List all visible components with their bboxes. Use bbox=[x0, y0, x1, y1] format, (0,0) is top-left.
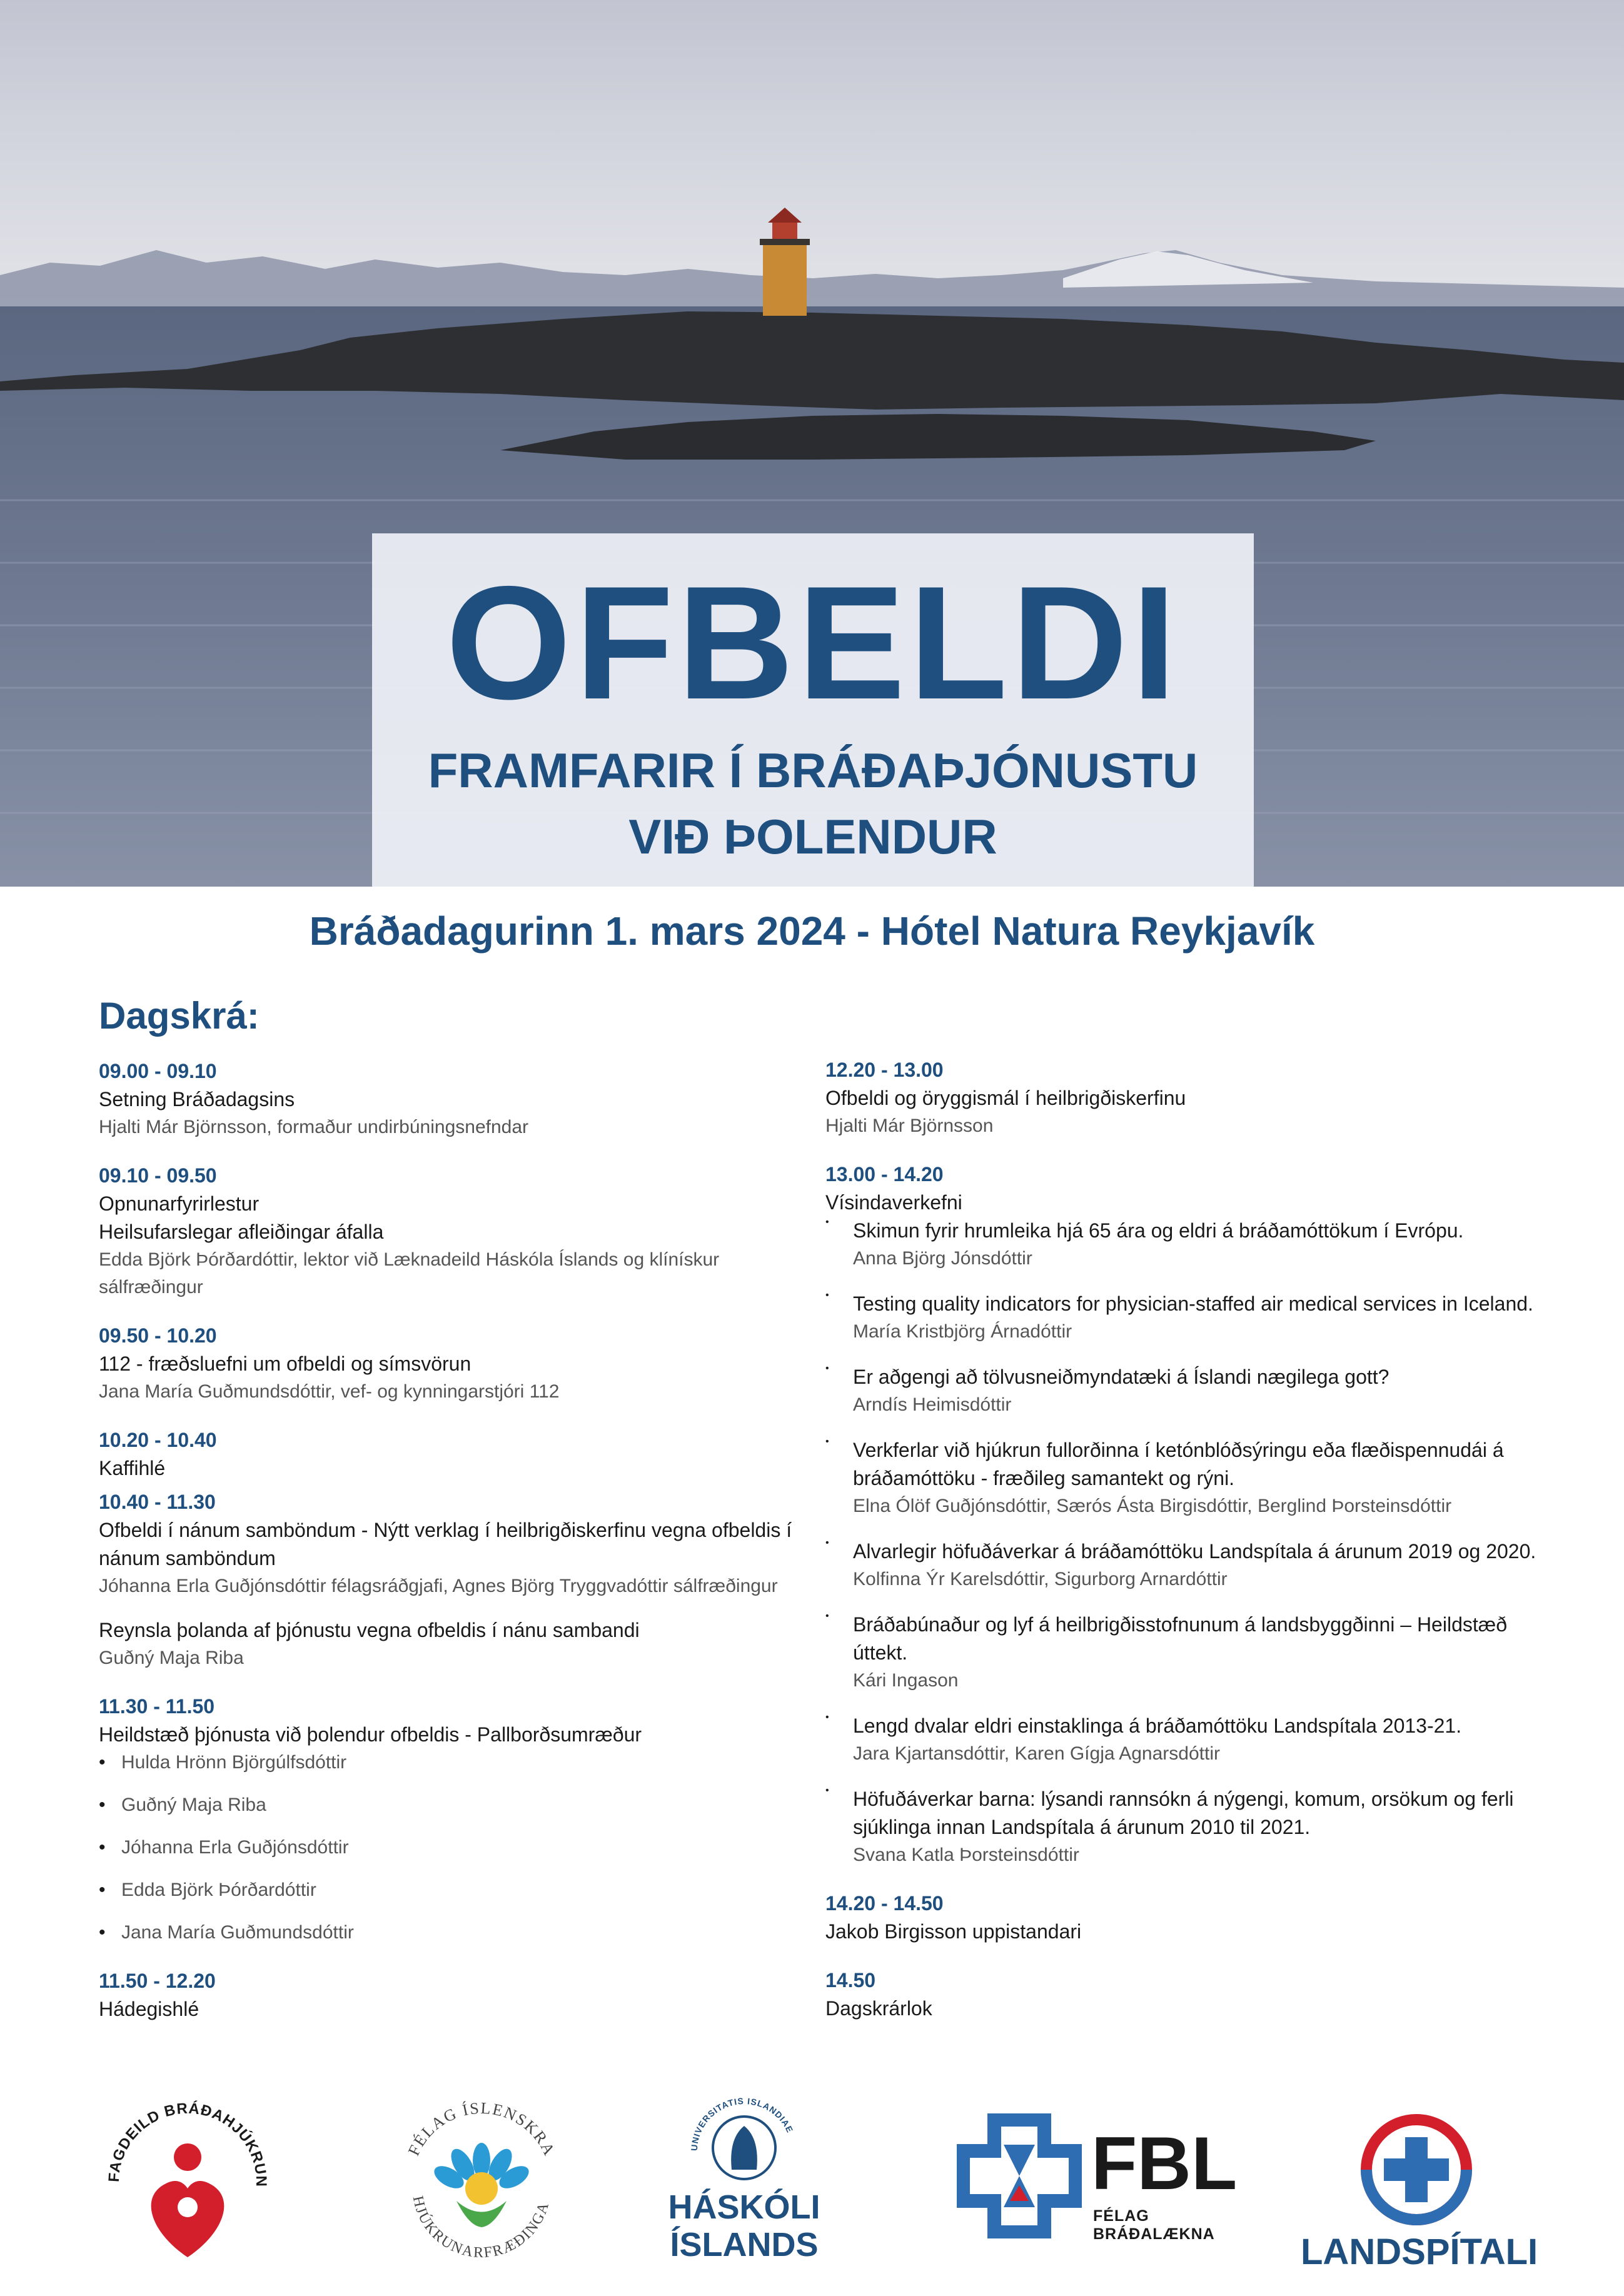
panel-list bbox=[99, 1749, 812, 1946]
fagdeild-text: FAGDEILD BRÁÐAHJÚKRUN bbox=[105, 2100, 270, 2188]
agenda-time: 10.20 - 10.40 bbox=[99, 1429, 217, 1451]
agenda-item bbox=[99, 1321, 812, 1406]
agenda-title: Kaffihlé bbox=[99, 1457, 166, 1479]
topic-title: • Höfuðáverkar barna: lýsandi rannsókn á nýgengi, komum, orsökum og ferli sjúklinga innan Landspítala á árunum 2010 til 2021. bbox=[853, 1788, 1514, 1838]
agenda-time: 14.20 - 14.50 bbox=[825, 1892, 944, 1915]
agenda-speaker: Jóhanna Erla Guðjónsdóttir félagsráðgjafi, Agnes Björg Tryggvadóttir sálfræðingur bbox=[99, 1576, 778, 1596]
agenda-title: Ofbeldi og öryggismál í heilbrigðiskerfinu bbox=[825, 1087, 1186, 1109]
topic-title: • Lengd dvalar eldri einstaklinga á bráðamóttöku Landspítala 2013-21. bbox=[853, 1714, 1462, 1737]
agenda-title: Ofbeldi í nánum samböndum - Nýtt verklag í heilbrigðiskerfinu vegna ofbeldis í nánum samböndum bbox=[99, 1519, 792, 1569]
fbl-full-name: FÉLAG BRÁÐALÆKNA bbox=[1093, 2207, 1215, 2243]
list-item: • Guðný Maja Riba bbox=[99, 1791, 812, 1819]
agenda-item bbox=[99, 1057, 812, 1141]
agenda-speaker: Hjalti Már Björnsson bbox=[825, 1115, 994, 1136]
agenda-time: 09.10 - 09.50 bbox=[99, 1164, 217, 1187]
list-item bbox=[825, 1363, 1538, 1419]
agenda-title: 112 - fræðsluefni um ofbeldi og símsvörun bbox=[99, 1352, 472, 1375]
fbl-logo bbox=[957, 2113, 1257, 2251]
hi-name-line1: HÁSKÓLI bbox=[668, 2188, 820, 2226]
list-item bbox=[825, 1290, 1538, 1346]
agenda-left-column bbox=[99, 1057, 812, 2043]
topic-title: • Alvarlegir höfuðáverkar á bráðamóttöku Landspítala á árunum 2019 og 2020. bbox=[853, 1540, 1536, 1563]
fih-logo bbox=[388, 2088, 575, 2276]
list-item: • Jana María Guðmundsdóttir bbox=[99, 1919, 812, 1946]
topic-speaker: María Kristbjörg Árnadóttir bbox=[853, 1321, 1072, 1342]
landspitali-name: LANDSPÍTALI bbox=[1301, 2232, 1538, 2272]
agenda-heading: Dagskrá: bbox=[99, 995, 260, 1037]
agenda-time: 14.50 bbox=[825, 1969, 876, 1991]
title-box bbox=[372, 533, 1254, 887]
agenda-item bbox=[99, 1966, 812, 2023]
fbl-hourglass-cross-icon bbox=[957, 2113, 1082, 2238]
agenda-item bbox=[825, 1055, 1538, 1140]
topic-speaker: Kolfinna Ýr Karelsdóttir, Sigurborg Arnardóttir bbox=[853, 1569, 1228, 1589]
subtitle-line-1: FRAMFARIR Í BRÁÐAÞJÓNUSTU bbox=[428, 743, 1198, 798]
agenda-item bbox=[825, 1160, 1538, 1869]
topic-speaker: Elna Ólöf Guðjónsdóttir, Særós Ásta Birgisdóttir, Berglind Þorsteinsdóttir bbox=[853, 1496, 1452, 1516]
fih-text-top: FÉLAG ÍSLENSKRA bbox=[404, 2098, 559, 2159]
agenda-speaker: Jana María Guðmundsdóttir, vef- og kynningarstjóri 112 bbox=[99, 1381, 560, 1402]
list-item: • Jóhanna Erla Guðjónsdóttir bbox=[99, 1834, 812, 1861]
svg-text:FAGDEILD BRÁÐAHJÚKRUNARFRÆÐING bbox=[94, 2088, 270, 2187]
topic-title: • Skimun fyrir hrumleika hjá 65 ára og eldri á bráðamóttökum í Evrópu. bbox=[853, 1219, 1464, 1242]
research-list bbox=[825, 1217, 1538, 1869]
agenda-time: 10.40 - 11.30 bbox=[99, 1491, 216, 1513]
agenda-title: Jakob Birgisson uppistandari bbox=[825, 1920, 1082, 1943]
agenda-title: Heildstæð þjónusta við þolendur ofbeldis - Pallborðsumræður bbox=[99, 1723, 642, 1746]
hi-seal-icon bbox=[663, 2082, 825, 2182]
agenda-item bbox=[99, 1692, 812, 1946]
agenda-title: Setning Bráðadagsins bbox=[99, 1088, 295, 1110]
agenda-item bbox=[99, 1426, 812, 1483]
agenda-item bbox=[99, 1488, 812, 1672]
fagdeild-logo bbox=[94, 2088, 281, 2276]
list-item bbox=[825, 1538, 1538, 1593]
list-item bbox=[825, 1712, 1538, 1768]
subtitle-line-2: VIÐ ÞOLENDUR bbox=[628, 809, 997, 864]
agenda-time: 09.00 - 09.10 bbox=[99, 1060, 217, 1082]
fbl-abbr: FBL bbox=[1091, 2122, 1238, 2205]
topic-title: • Verkferlar við hjúkrun fullorðinna í ketónblóðsýringu eða flæðispennudái á bráðamóttöku - fræðileg samantekt og rýni. bbox=[853, 1439, 1504, 1489]
agenda-title: Opnunarfyrirlestur bbox=[99, 1192, 260, 1215]
agenda-time: 11.50 - 12.20 bbox=[99, 1970, 216, 1992]
agenda-title: Hádegishlé bbox=[99, 1998, 199, 2020]
agenda-title: Dagskrárlok bbox=[825, 1997, 932, 2020]
topic-speaker: Kári Ingason bbox=[853, 1670, 959, 1691]
agenda-title: Vísindaverkefni bbox=[825, 1191, 962, 1214]
fih-flower-icon bbox=[388, 2088, 575, 2276]
agenda-title: Reynsla þolanda af þjónustu vegna ofbeldis í nánu sambandi bbox=[99, 1619, 640, 1641]
agenda-speaker: Guðný Maja Riba bbox=[99, 1648, 244, 1668]
fih-text-bottom: HJÚKRUNARFRÆÐINGA bbox=[409, 2194, 553, 2262]
hi-logo bbox=[663, 2082, 825, 2282]
agenda-right-column bbox=[825, 1055, 1538, 2043]
topic-speaker: Anna Björg Jónsdóttir bbox=[853, 1248, 1032, 1269]
list-item: • Edda Björk Þórðardóttir bbox=[99, 1876, 812, 1904]
agenda-item bbox=[99, 1161, 812, 1301]
landspitali-logo bbox=[1301, 2113, 1538, 2276]
topic-speaker: Svana Katla Þorsteinsdóttir bbox=[853, 1845, 1079, 1865]
agenda-item bbox=[825, 1966, 1538, 2023]
topic-title: • Er aðgengi að tölvusneiðmyndatæki á Íslandi nægilega gott? bbox=[853, 1366, 1389, 1388]
agenda-item bbox=[825, 1889, 1538, 1946]
fagdeild-emblem-icon bbox=[94, 2088, 281, 2276]
list-item bbox=[825, 1785, 1538, 1869]
main-title: OFBELDI bbox=[445, 552, 1181, 733]
topic-title: • Bráðabúnaður og lyf á heilbrigðisstofnunum á landsbyggðinni – Heildstæð úttekt. bbox=[853, 1613, 1507, 1664]
list-item: • Hulda Hrönn Björgúlfsdóttir bbox=[99, 1749, 812, 1776]
list-item bbox=[825, 1436, 1538, 1520]
list-item bbox=[825, 1611, 1538, 1694]
agenda-time: 13.00 - 14.20 bbox=[825, 1163, 944, 1186]
event-date-location: Bráðadagurinn 1. mars 2024 - Hótel Natura Reykjavík bbox=[309, 909, 1315, 954]
agenda-speaker: Hjalti Már Björnsson, formaður undirbúningsnefndar bbox=[99, 1117, 529, 1137]
agenda-time: 11.30 - 11.50 bbox=[99, 1695, 215, 1718]
agenda-speaker: Edda Björk Þórðardóttir, lektor við Læknadeild Háskóla Íslands og klínískur sálfræðingur bbox=[99, 1249, 720, 1297]
agenda-time: 12.20 - 13.00 bbox=[825, 1059, 944, 1081]
topic-title: • Testing quality indicators for physician-staffed air medical services in Iceland. bbox=[853, 1292, 1533, 1315]
agenda-time: 09.50 - 10.20 bbox=[99, 1324, 217, 1347]
topic-speaker: Arndís Heimisdóttir bbox=[853, 1394, 1012, 1415]
agenda-title: Heilsufarslegar afleiðingar áfalla bbox=[99, 1221, 384, 1243]
topic-speaker: Jara Kjartansdóttir, Karen Gígja Agnarsdóttir bbox=[853, 1743, 1220, 1764]
landspitali-cross-icon bbox=[1360, 2113, 1473, 2226]
hi-name-line2: ÍSLANDS bbox=[670, 2226, 819, 2263]
list-item bbox=[825, 1217, 1538, 1272]
hi-arc-text: UNIVERSITATIS ISLANDIAE bbox=[688, 2095, 795, 2152]
